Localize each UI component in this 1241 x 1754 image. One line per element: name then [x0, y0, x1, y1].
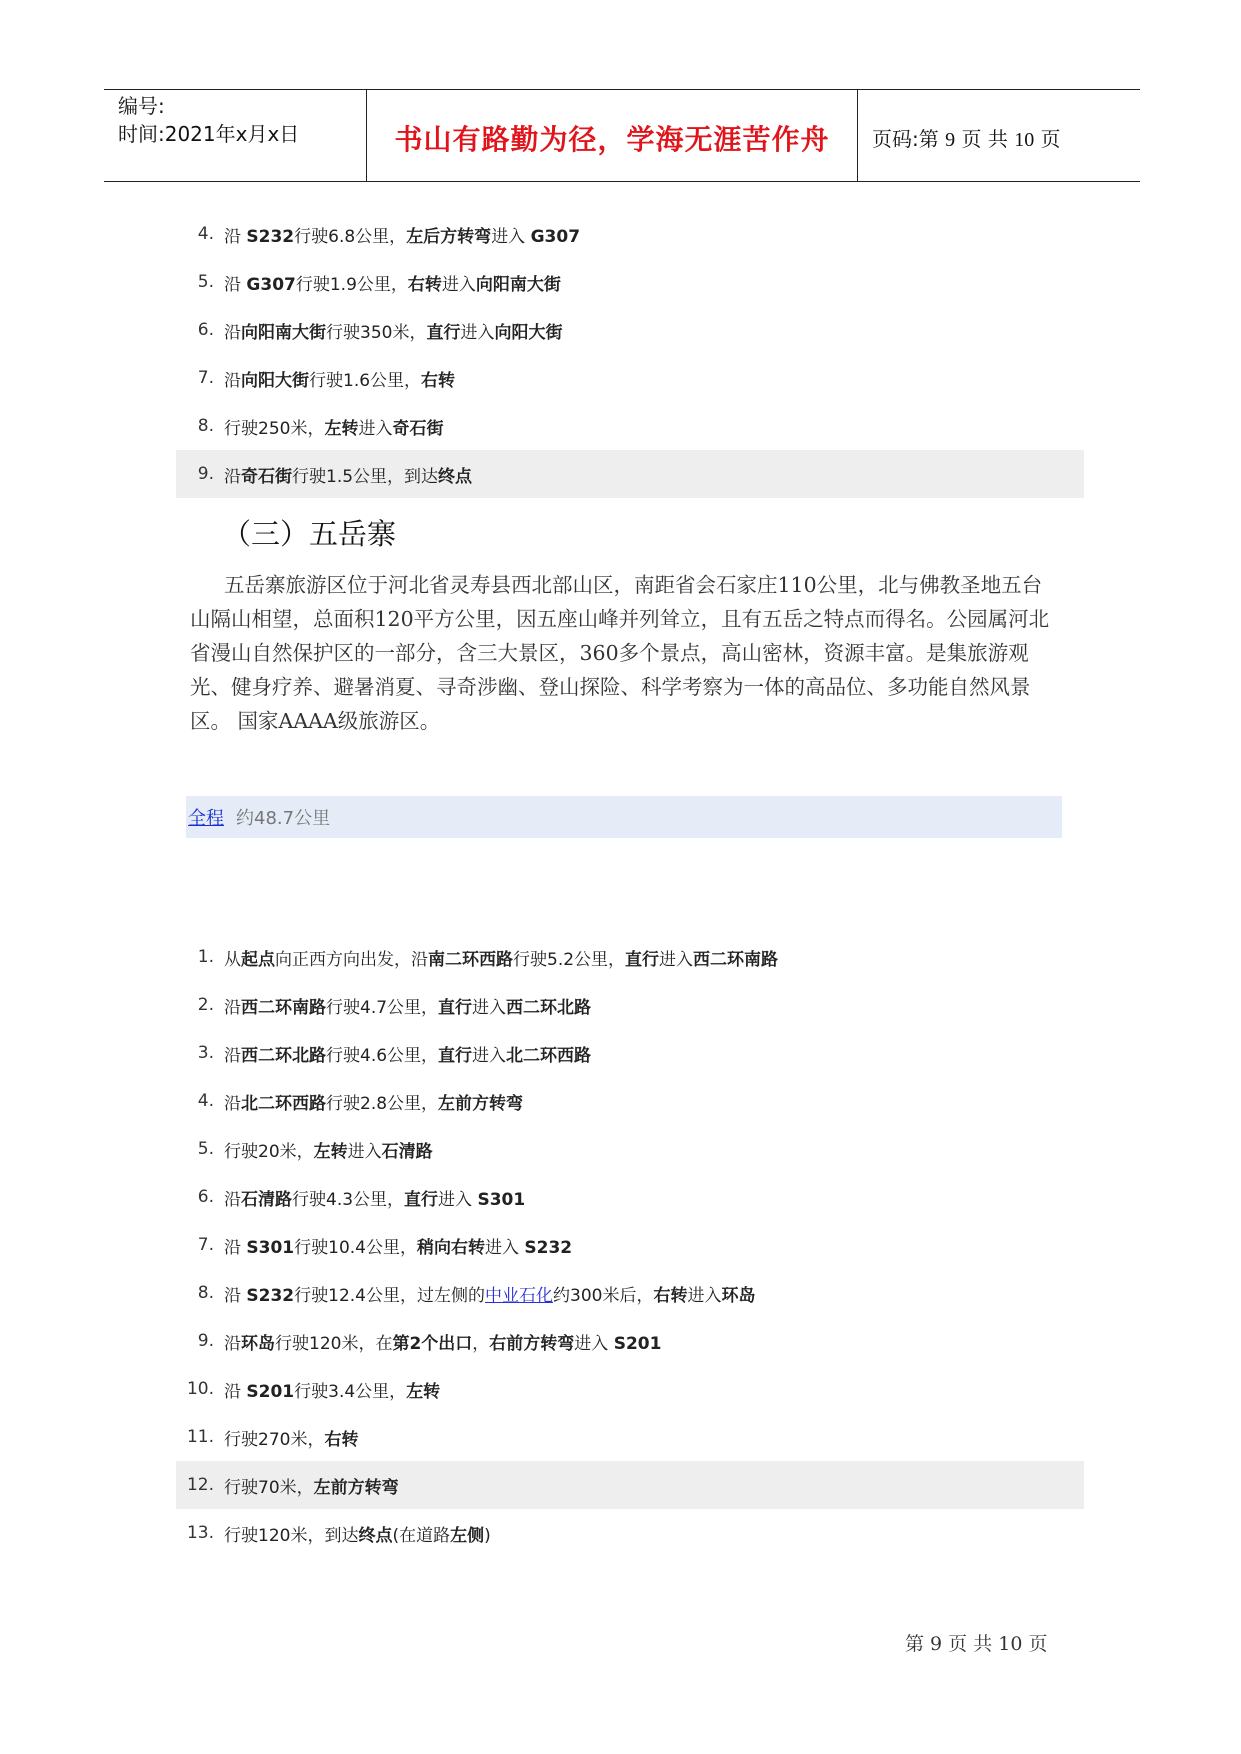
step-number: 2. — [197, 995, 214, 1015]
step-number: 5. — [197, 1139, 214, 1159]
step-number: 4. — [197, 224, 214, 244]
header-info — [118, 92, 299, 148]
section-title: （三）五岳寨 — [222, 517, 397, 551]
step-number: 8. — [197, 416, 214, 436]
route-step — [176, 1413, 1084, 1461]
step-text: 沿奇石街行驶1.5公里，到达终点 — [224, 466, 473, 487]
step-number: 6. — [197, 1187, 214, 1207]
route-step — [176, 306, 1084, 354]
step-text: 沿环岛行驶120米，在第2个出口，右前方转弯进入 S201 — [224, 1333, 662, 1354]
header-bottom-rule — [104, 181, 1140, 182]
page-label-prefix: 页码:第 — [872, 127, 939, 151]
step-number: 11. — [186, 1427, 214, 1447]
step-number: 8. — [197, 1283, 214, 1303]
total-distance: 约48.7公里 — [236, 808, 331, 829]
step-number: 7. — [197, 1235, 214, 1255]
step-text: 沿石清路行驶4.3公里，直行进入 S301 — [224, 1189, 526, 1210]
route-step — [176, 1269, 1084, 1317]
step-number: 12. — [186, 1475, 214, 1495]
route-step — [176, 981, 1084, 1029]
step-text: 沿西二环南路行驶4.7公里，直行进入西二环北路 — [224, 997, 592, 1018]
route-step — [176, 1221, 1084, 1269]
route-step — [176, 1029, 1084, 1077]
step-text: 沿北二环西路行驶2.8公里，左前方转弯 — [224, 1093, 524, 1114]
header-divider-2 — [857, 89, 858, 182]
route-step — [176, 1461, 1084, 1509]
step-number: 3. — [197, 1043, 214, 1063]
step-number: 1. — [197, 947, 214, 967]
step-number: 10. — [186, 1379, 214, 1399]
route-total-bar — [186, 796, 1062, 838]
step-number: 4. — [197, 1091, 214, 1111]
page-current: 9 — [945, 129, 956, 151]
step-number: 7. — [197, 368, 214, 388]
route-step — [176, 1077, 1084, 1125]
step-text: 沿向阳大街行驶1.6公里，右转 — [224, 370, 456, 391]
route-step — [176, 1125, 1084, 1173]
route-step — [176, 450, 1084, 498]
step-number: 13. — [186, 1523, 214, 1543]
step-number: 9. — [197, 1331, 214, 1351]
header-motto: 书山有路勤为径，学海无涯苦作舟 — [394, 123, 830, 156]
route-step — [176, 258, 1084, 306]
step-text: 沿 S232行驶6.8公里，左后方转弯进入 G307 — [224, 226, 581, 247]
time-label: 时间:2021年x月x日 — [118, 122, 300, 146]
step-number: 5. — [197, 272, 214, 292]
step-text: 沿 G307行驶1.9公里，右转进入向阳南大街 — [224, 274, 561, 295]
full-route-link[interactable]: 全程 — [188, 808, 224, 829]
header-page-number — [872, 123, 1061, 152]
step-text: 沿西二环北路行驶4.6公里，直行进入北二环西路 — [224, 1045, 592, 1066]
step-text: 沿 S301行驶10.4公里，稍向右转进入 S232 — [224, 1237, 573, 1258]
step-text: 行驶70米，左前方转弯 — [224, 1477, 399, 1498]
section-paragraph: 五岳寨旅游区位于河北省灵寿县西北部山区，南距省会石家庄110公里，北与佛教圣地五台山隔山相望，总面积120平方公里，因五座山峰并列耸立，且有五岳之特点而得名。公园属河北省漫山自然保护区的一部分，含三大景区，360多个景点，高山密林，资源丰富。是集旅游观光、健身疗养、避暑消夏、寻奇涉幽、登山探险、科学考察为一体的高品位、多功能自然风景区。 国家AAAA级旅游区。 — [190, 573, 1050, 733]
step-number: 9. — [197, 464, 214, 484]
serial-label: 编号: — [118, 94, 165, 118]
page-label-mid: 页 共 — [961, 127, 1008, 151]
header-top-rule — [104, 89, 1140, 90]
route-step — [176, 1317, 1084, 1365]
step-text: 沿向阳南大街行驶350米，直行进入向阳大街 — [224, 322, 563, 343]
route-step — [176, 1365, 1084, 1413]
step-text: 行驶20米，左转进入石清路 — [224, 1141, 433, 1162]
step-text: 沿 S232行驶12.4公里，过左侧的中业石化约300米后，右转进入环岛 — [224, 1285, 756, 1306]
step-text: 行驶270米，右转 — [224, 1429, 359, 1450]
step-text: 行驶250米，左转进入奇石街 — [224, 418, 444, 439]
page-total: 10 — [1014, 129, 1035, 151]
step-text: 从起点向正西方向出发，沿南二环西路行驶5.2公里，直行进入西二环南路 — [224, 949, 779, 970]
route-step — [176, 1509, 1084, 1557]
route-step — [176, 933, 1084, 981]
route-steps-list-a — [176, 210, 1084, 498]
page-footer: 第 9 页 共 10 页 — [905, 1633, 1048, 1655]
route-step — [176, 1173, 1084, 1221]
route-steps-list-b — [176, 933, 1084, 1557]
step-text: 行驶120米，到达终点(在道路左侧) — [224, 1525, 491, 1546]
route-step — [176, 210, 1084, 258]
step-number: 6. — [197, 320, 214, 340]
route-step — [176, 354, 1084, 402]
page-label-suffix: 页 — [1040, 127, 1061, 151]
route-step — [176, 402, 1084, 450]
poi-link[interactable]: 中业石化 — [485, 1285, 553, 1306]
step-text: 沿 S201行驶3.4公里，左转 — [224, 1381, 441, 1402]
